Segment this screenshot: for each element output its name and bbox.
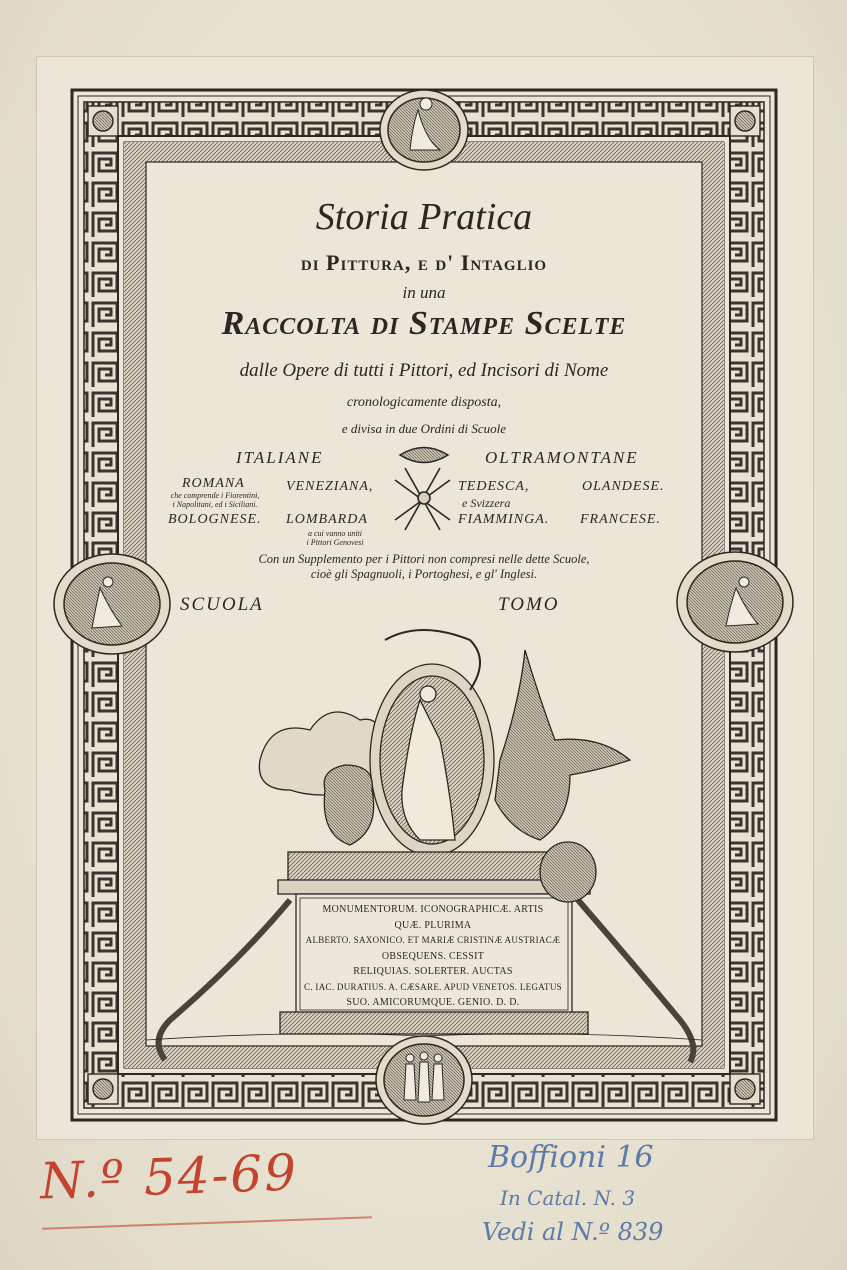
pedestal-inscription: [302, 902, 564, 1011]
order-oltramontane: OLTRAMONTANE: [485, 448, 639, 467]
inscription-line: ALBERTO. SAXONICO. ET MARIÆ CRISTINÆ AUSTRIACÆ: [305, 935, 561, 945]
handwritten-blue-line2: In Catal. N. 3: [500, 1186, 636, 1210]
supplement-block: [150, 552, 698, 592]
school-lombarda: LOMBARDA: [286, 512, 368, 527]
school-lombarda-note: a cui vanno uniti i Pittori Genovesi: [306, 529, 364, 547]
title-divisa: e divisa in due Ordini di Scuole: [341, 421, 507, 436]
inscription-line: SUO. AMICORUMQUE. GENIO. D. D.: [346, 997, 520, 1008]
title-storia-pratica: Storia Pratica: [315, 196, 533, 238]
title-block: [150, 165, 698, 615]
supplement-line2: cioè gli Spagnuoli, i Portoghesi, e gl' Inglesi.: [310, 567, 538, 581]
inscription-line: OBSEQUENS. CESSIT: [381, 950, 485, 962]
title-cronologicamente: cronologicamente disposta,: [346, 395, 502, 410]
inscription-line: QUÆ. PLURIMA: [394, 919, 472, 931]
school-olandese: OLANDESE.: [582, 479, 665, 494]
handwritten-red-number: N.º 54-69: [39, 1143, 299, 1211]
title-dalle-opere: dalle Opere di tutti i Pittori, ed Incisori di Nome: [239, 360, 609, 381]
supplement-line1: Con un Supplemento per i Pittori non compresi nelle dette Scuole,: [258, 552, 590, 566]
school-romana-note: che comprende i Fiorentini, i Napolitani, ed i Siciliani.: [170, 491, 260, 509]
school-bolognese: BOLOGNESE.: [168, 512, 262, 527]
school-francese: FRANCESE.: [580, 512, 661, 527]
handwritten-blue-line1: Boffioni 16: [488, 1140, 654, 1175]
school-fiamminga: FIAMMINGA.: [458, 512, 550, 527]
title-pittura-intaglio: di Pittura, e d' Intaglio: [300, 250, 548, 275]
school-tedesca: TEDESCA,: [458, 479, 530, 494]
title-raccolta: Raccolta di Stampe Scelte: [221, 305, 627, 342]
inscription-line: RELIQUIAS. SOLERTER. AUCTAS: [353, 966, 513, 977]
field-tomo: TOMO: [498, 594, 560, 615]
field-scuola: SCUOLA: [180, 594, 264, 615]
inscription-line: C. IAC. DURATIUS. A. CÆSARE. APUD VENETOS. LEGATUS: [304, 981, 562, 992]
school-veneziana: VENEZIANA,: [286, 479, 374, 494]
handwritten-blue-line3: Vedi al N.º 839: [482, 1218, 664, 1246]
school-romana: ROMANA: [182, 476, 245, 491]
order-italiane: ITALIANE: [236, 448, 324, 467]
inscription-line: MONUMENTORUM. ICONOGRAPHICÆ. ARTIS: [322, 904, 544, 915]
title-in-una: in una: [402, 283, 446, 302]
school-svizzera: e Svizzera: [462, 496, 511, 510]
